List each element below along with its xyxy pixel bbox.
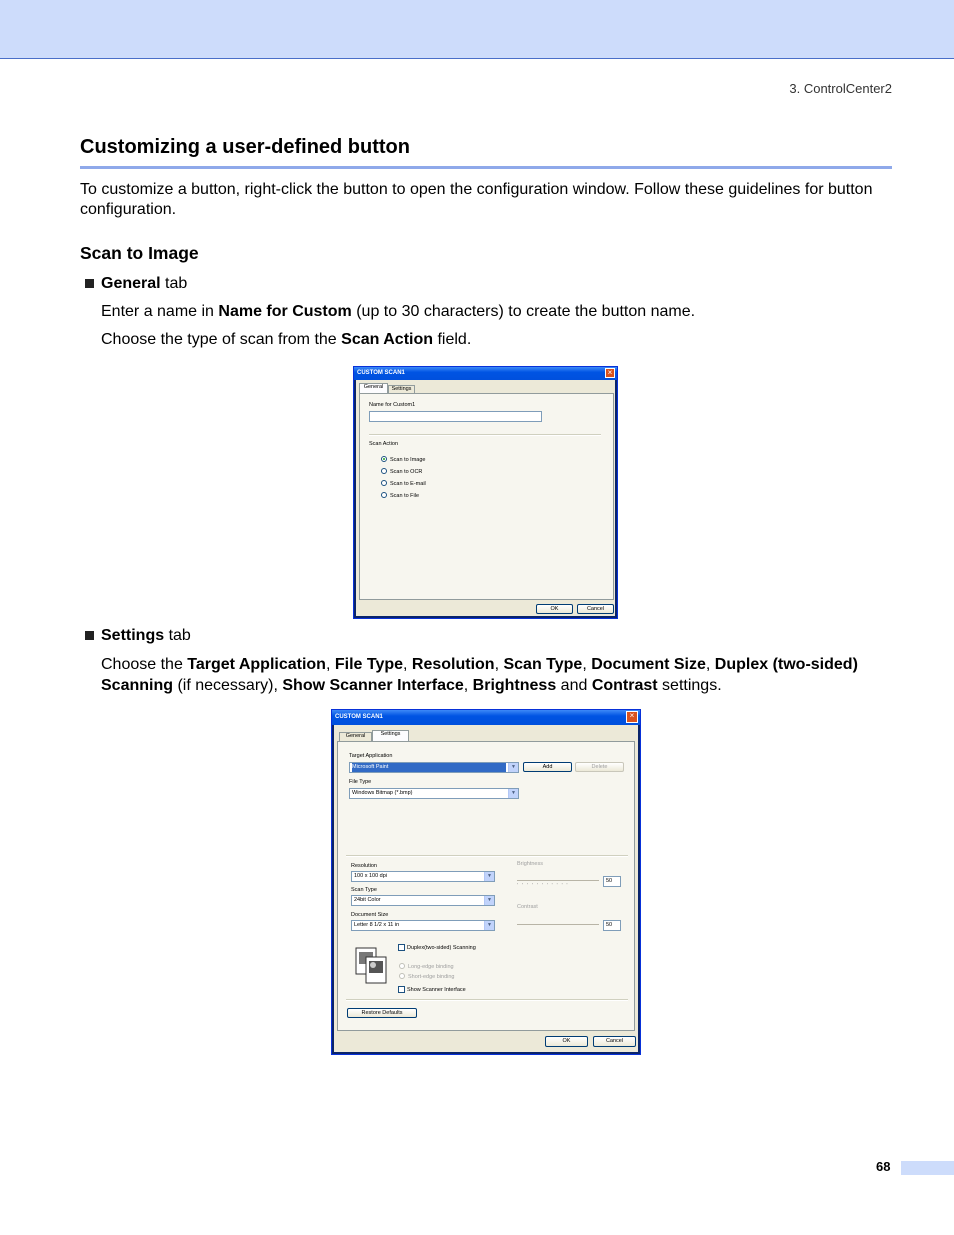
separator: [369, 434, 601, 436]
page-number: 68: [876, 1159, 891, 1174]
chevron-down-icon: ▼: [484, 896, 494, 905]
contrast-label: Contrast: [517, 904, 538, 910]
add-button[interactable]: Add: [523, 762, 572, 772]
brightness-label: Brightness: [517, 861, 543, 867]
subsection-title: Scan to Image: [80, 243, 199, 263]
show-interface-checkbox[interactable]: [398, 986, 405, 993]
radio-long-edge[interactable]: [399, 963, 405, 969]
tab-general[interactable]: General: [339, 732, 372, 741]
cancel-button[interactable]: Cancel: [577, 604, 614, 614]
contrast-value[interactable]: 50: [603, 920, 621, 931]
ok-button[interactable]: OK: [536, 604, 573, 614]
duplex-label: Duplex(two-sided) Scanning: [407, 945, 476, 951]
separator: [346, 999, 628, 1001]
contrast-slider[interactable]: [517, 924, 599, 925]
radio-short-edge[interactable]: [399, 973, 405, 979]
chevron-down-icon: ▼: [484, 921, 494, 930]
tab-settings[interactable]: Settings: [388, 385, 415, 393]
long-edge-label: Long-edge binding: [408, 964, 454, 970]
tab-general[interactable]: General: [359, 383, 388, 393]
scan-action-label: Scan Action: [369, 441, 399, 447]
ok-button[interactable]: OK: [545, 1036, 588, 1047]
brightness-ticks: ''''''''''': [517, 883, 572, 889]
general-line-1: Enter a name in Name for Custom (up to 30 characters) to create the button name.: [101, 303, 696, 320]
delete-button[interactable]: Delete: [575, 762, 624, 772]
radio-scan-to-image[interactable]: [381, 456, 387, 462]
resolution-label: Resolution: [351, 863, 377, 869]
radio-scan-to-file[interactable]: [381, 492, 387, 498]
close-icon[interactable]: ×: [626, 711, 638, 723]
scan-type-select[interactable]: 24bit Color ▼: [351, 895, 495, 906]
general-panel: [359, 393, 614, 600]
file-type-label: File Type: [349, 779, 372, 785]
cancel-button[interactable]: Cancel: [593, 1036, 636, 1047]
chapter-label: 3. ControlCenter2: [789, 81, 892, 96]
settings-paragraph: Choose the Target Application, File Type, Resolution, Scan Type, Document Size, Duplex (two-sided) Scanning (if necessary), Show Scanner Interface, Brightness and Contrast settings.: [101, 656, 858, 694]
intro-paragraph: To customize a button, right-click the button to open the configuration window. Follow these guidelines for button configuration.: [80, 181, 873, 218]
duplex-checkbox[interactable]: [398, 944, 405, 951]
option-scan-to-ocr: Scan to OCR: [390, 469, 423, 475]
chevron-down-icon: ▼: [508, 789, 518, 798]
option-scan-to-file: Scan to File: [390, 493, 420, 499]
separator: [346, 855, 628, 857]
radio-scan-to-email[interactable]: [381, 480, 387, 486]
target-application-select[interactable]: Microsoft Paint ▼: [349, 762, 519, 773]
restore-defaults-button[interactable]: Restore Defaults: [347, 1008, 417, 1018]
section-title: Customizing a user-defined button: [80, 136, 410, 158]
page-number-bar: [901, 1161, 954, 1175]
scan-type-label: Scan Type: [351, 887, 377, 893]
short-edge-label: Short-edge binding: [408, 974, 455, 980]
resolution-select[interactable]: 100 x 100 dpi ▼: [351, 871, 495, 882]
settings-panel: [337, 741, 635, 1031]
document-size-select[interactable]: Letter 8 1/2 x 11 in ▼: [351, 920, 495, 931]
brightness-value[interactable]: 50: [603, 876, 621, 887]
brightness-slider[interactable]: [517, 880, 599, 881]
section-rule: [80, 166, 892, 169]
chevron-down-icon: ▼: [508, 763, 518, 772]
name-label: Name for Custom1: [369, 402, 416, 408]
general-line-2: Choose the type of scan from the Scan Action field.: [101, 331, 472, 348]
page-header-bar: [0, 0, 954, 59]
file-type-select[interactable]: Windows Bitmap (*.bmp) ▼: [349, 788, 519, 799]
option-scan-to-image: Scan to Image: [390, 457, 426, 463]
show-interface-label: Show Scanner Interface: [407, 987, 466, 993]
bullet-square-icon: [85, 279, 94, 288]
dialog-title: CUSTOM SCAN1: [354, 367, 617, 380]
tab-settings[interactable]: Settings: [372, 730, 409, 741]
dialog-title: CUSTOM SCAN1: [332, 710, 640, 725]
settings-tab-heading: Settings tab: [101, 627, 191, 644]
close-icon[interactable]: ×: [605, 368, 615, 378]
general-tab-heading: General tab: [101, 275, 188, 292]
custom-scan-dialog-general: [353, 366, 618, 619]
radio-scan-to-ocr[interactable]: [381, 468, 387, 474]
name-input[interactable]: [369, 411, 542, 422]
document-size-label: Document Size: [351, 912, 389, 918]
target-application-label: Target Application: [349, 753, 393, 759]
duplex-document-icon: [355, 947, 389, 985]
bullet-square-icon: [85, 631, 94, 640]
option-scan-to-email: Scan to E-mail: [390, 481, 426, 487]
custom-scan-dialog-settings: [331, 709, 641, 1055]
chevron-down-icon: ▼: [484, 872, 494, 881]
